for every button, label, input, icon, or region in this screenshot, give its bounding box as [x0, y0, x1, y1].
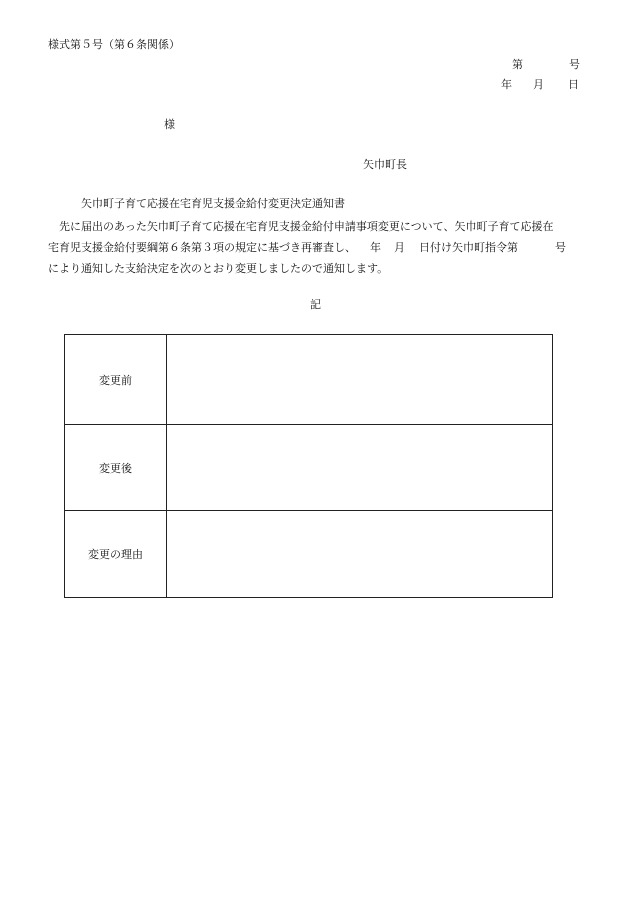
body-year: 年	[370, 241, 381, 254]
body-number-suffix: 号	[555, 241, 566, 254]
row-value-before[interactable]	[167, 335, 553, 425]
document-number-line	[512, 58, 580, 72]
change-detail-table	[64, 334, 553, 598]
table-row	[65, 511, 553, 598]
date-day: 日	[568, 78, 579, 91]
row-label-reason: 変更の理由	[65, 511, 167, 598]
number-prefix: 第	[512, 58, 523, 71]
date-year: 年	[501, 78, 512, 91]
number-suffix: 号	[569, 58, 580, 71]
document-date-line	[501, 78, 579, 92]
body-line-3-text: により通知した支給決定を次のとおり変更しましたので通知します。	[48, 262, 389, 275]
document-title: 矢巾町子育て応援在宅育児支援金給付変更決定通知書	[81, 197, 345, 210]
addressee-honorific: 様	[164, 118, 175, 131]
table-row	[65, 425, 553, 511]
body-line-3	[48, 258, 588, 279]
row-label-after: 変更後	[65, 425, 167, 511]
body-line-2	[48, 237, 588, 258]
date-month: 月	[533, 78, 544, 91]
row-value-after[interactable]	[167, 425, 553, 511]
body-month: 月	[394, 241, 405, 254]
body-line-2-text-b: 日付け矢巾町指令第	[419, 241, 518, 254]
body-line-1-text: 先に届出のあった矢巾町子育て応援在宅育児支援金給付申請事項変更について、矢巾町子育て応援在	[59, 220, 554, 233]
row-value-reason[interactable]	[167, 511, 553, 598]
ki-label: 記	[310, 298, 321, 311]
body-line-2-text-a: 宅育児支援金給付要綱第６条第３項の規定に基づき再審査し、	[48, 241, 356, 254]
body-paragraph	[48, 216, 588, 279]
body-line-1	[48, 216, 588, 237]
issuer-name: 矢巾町長	[363, 158, 407, 171]
row-label-before: 変更前	[65, 335, 167, 425]
form-number: 様式第５号（第６条関係）	[48, 38, 180, 51]
table-row	[65, 335, 553, 425]
